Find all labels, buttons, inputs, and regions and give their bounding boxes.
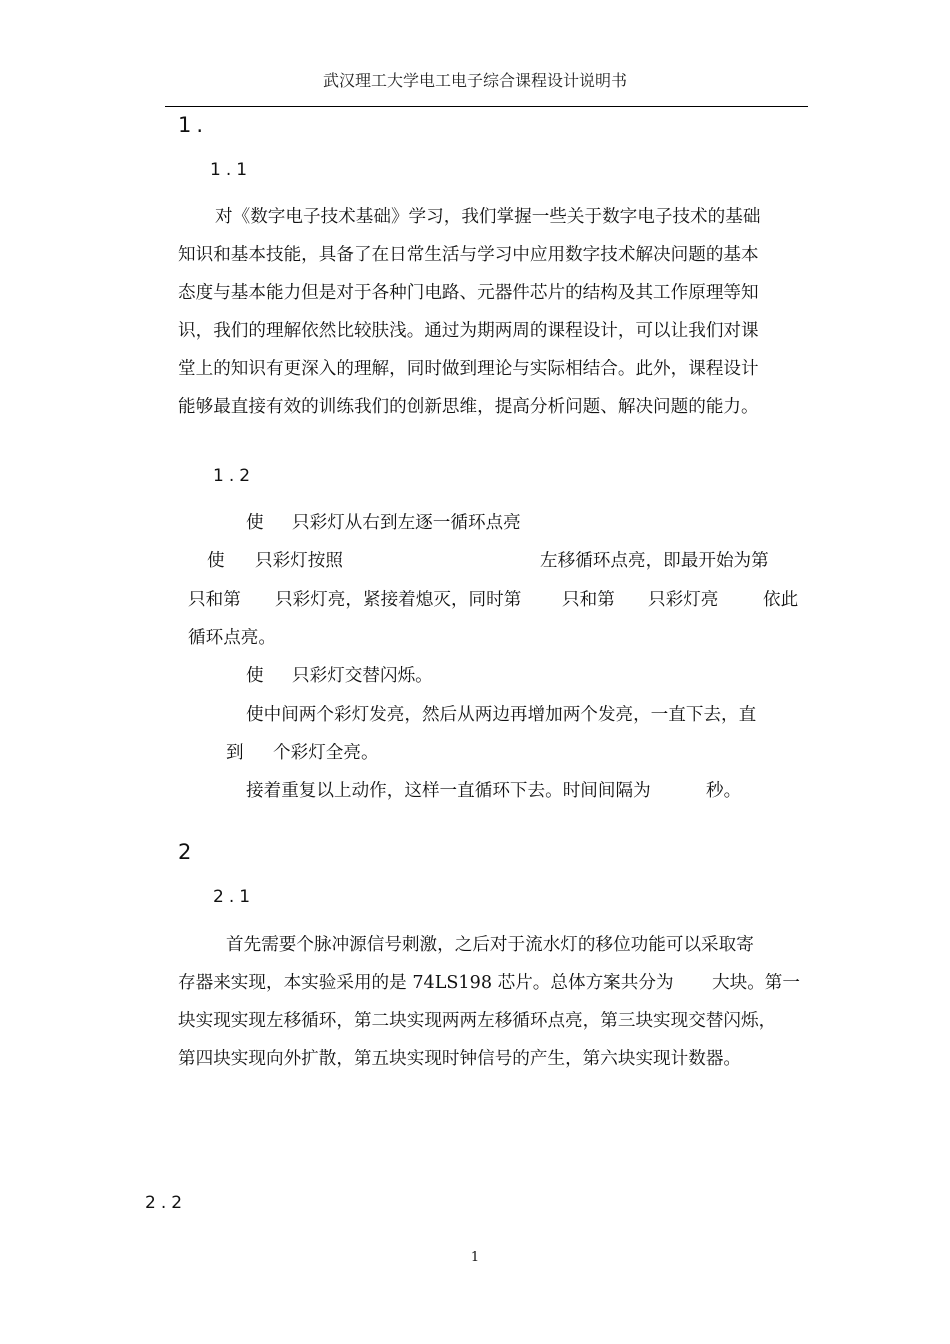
section-2-1-heading: 2.1 (213, 887, 256, 907)
requirement-5-part-a: 接着重复以上动作，这样一直循环下去。时间间隔为 (246, 781, 651, 801)
requirement-3-part-b: 只彩灯交替闪烁。 (292, 666, 433, 686)
requirement-2-part-b: 只彩灯按照 (255, 551, 343, 571)
requirement-2-part-f: 只和第 (562, 590, 615, 610)
page-number: 1 (470, 1250, 480, 1265)
requirement-2-part-g: 只彩灯亮 (648, 590, 719, 610)
paragraph-2-1-line-4: 第四块实现向外扩散，第五块实现时钟信号的产生，第六块实现计数器。 (178, 1049, 742, 1069)
requirement-4-part-b: 到 (226, 743, 244, 763)
requirement-2-part-d: 只和第 (188, 590, 241, 610)
paragraph-1-1-line-3: 态度与基本能力但是对于各种门电路、元器件芯片的结构及其工作原理等知 (178, 283, 759, 303)
header-rule (165, 106, 808, 107)
requirement-2-part-e: 只彩灯亮，紧接着熄灭，同时第 (275, 590, 522, 610)
requirement-3-part-a: 使 (246, 666, 264, 686)
requirement-4-part-a: 使中间两个彩灯发亮，然后从两边再增加两个发亮，一直下去，直 (246, 705, 757, 725)
requirement-4-part-c: 个彩灯全亮。 (273, 743, 379, 763)
document-header: 武汉理工大学电工电子综合课程设计说明书 (322, 71, 627, 90)
paragraph-1-1-line-2: 知识和基本技能，具备了在日常生活与学习中应用数字技术解决问题的基本 (178, 245, 759, 265)
section-1-2-heading: 1.2 (213, 466, 256, 486)
paragraph-2-1-line-1: 首先需要个脉冲源信号刺激，之后对于流水灯的移位功能可以采取寄 (226, 935, 754, 955)
requirement-2-part-a: 使 (207, 551, 225, 571)
section-2-heading: 2 (178, 840, 197, 864)
paragraph-1-1-line-4: 识，我们的理解依然比较肤浅。通过为期两周的课程设计，可以让我们对课 (178, 321, 759, 341)
section-1-heading: 1. (178, 113, 209, 137)
paragraph-1-1-line-6: 能够最直接有效的训练我们的创新思维，提高分析问题、解决问题的能力。 (178, 397, 759, 417)
requirement-1-part-a: 使 (246, 513, 264, 533)
requirement-2-part-c: 左移循环点亮，即最开始为第 (540, 551, 769, 571)
requirement-1-part-b: 只彩灯从右到左逐一循环点亮 (292, 513, 521, 533)
paragraph-1-1-line-1: 对《数字电子技术基础》学习，我们掌握一些关于数字电子技术的基础 (215, 207, 761, 227)
paragraph-1-1-line-5: 堂上的知识有更深入的理解，同时做到理论与实际相结合。此外，课程设计 (178, 359, 759, 379)
paragraph-2-1-line-2b: 大块。第一 (712, 973, 800, 993)
section-1-1-heading: 1.1 (210, 160, 253, 180)
requirement-2-part-h: 依此 (763, 590, 799, 610)
section-2-2-heading: 2.2 (145, 1193, 188, 1213)
requirement-2-part-i: 循环点亮。 (188, 628, 276, 648)
paragraph-2-1-line-2a: 存器来实现，本实验采用的是 74LS198 芯片。总体方案共分为 (178, 973, 674, 993)
requirement-5-part-b: 秒。 (706, 781, 742, 801)
paragraph-2-1-line-3: 块实现实现左移循环，第二块实现两两左移循环点亮，第三块实现交替闪烁， (178, 1011, 777, 1031)
